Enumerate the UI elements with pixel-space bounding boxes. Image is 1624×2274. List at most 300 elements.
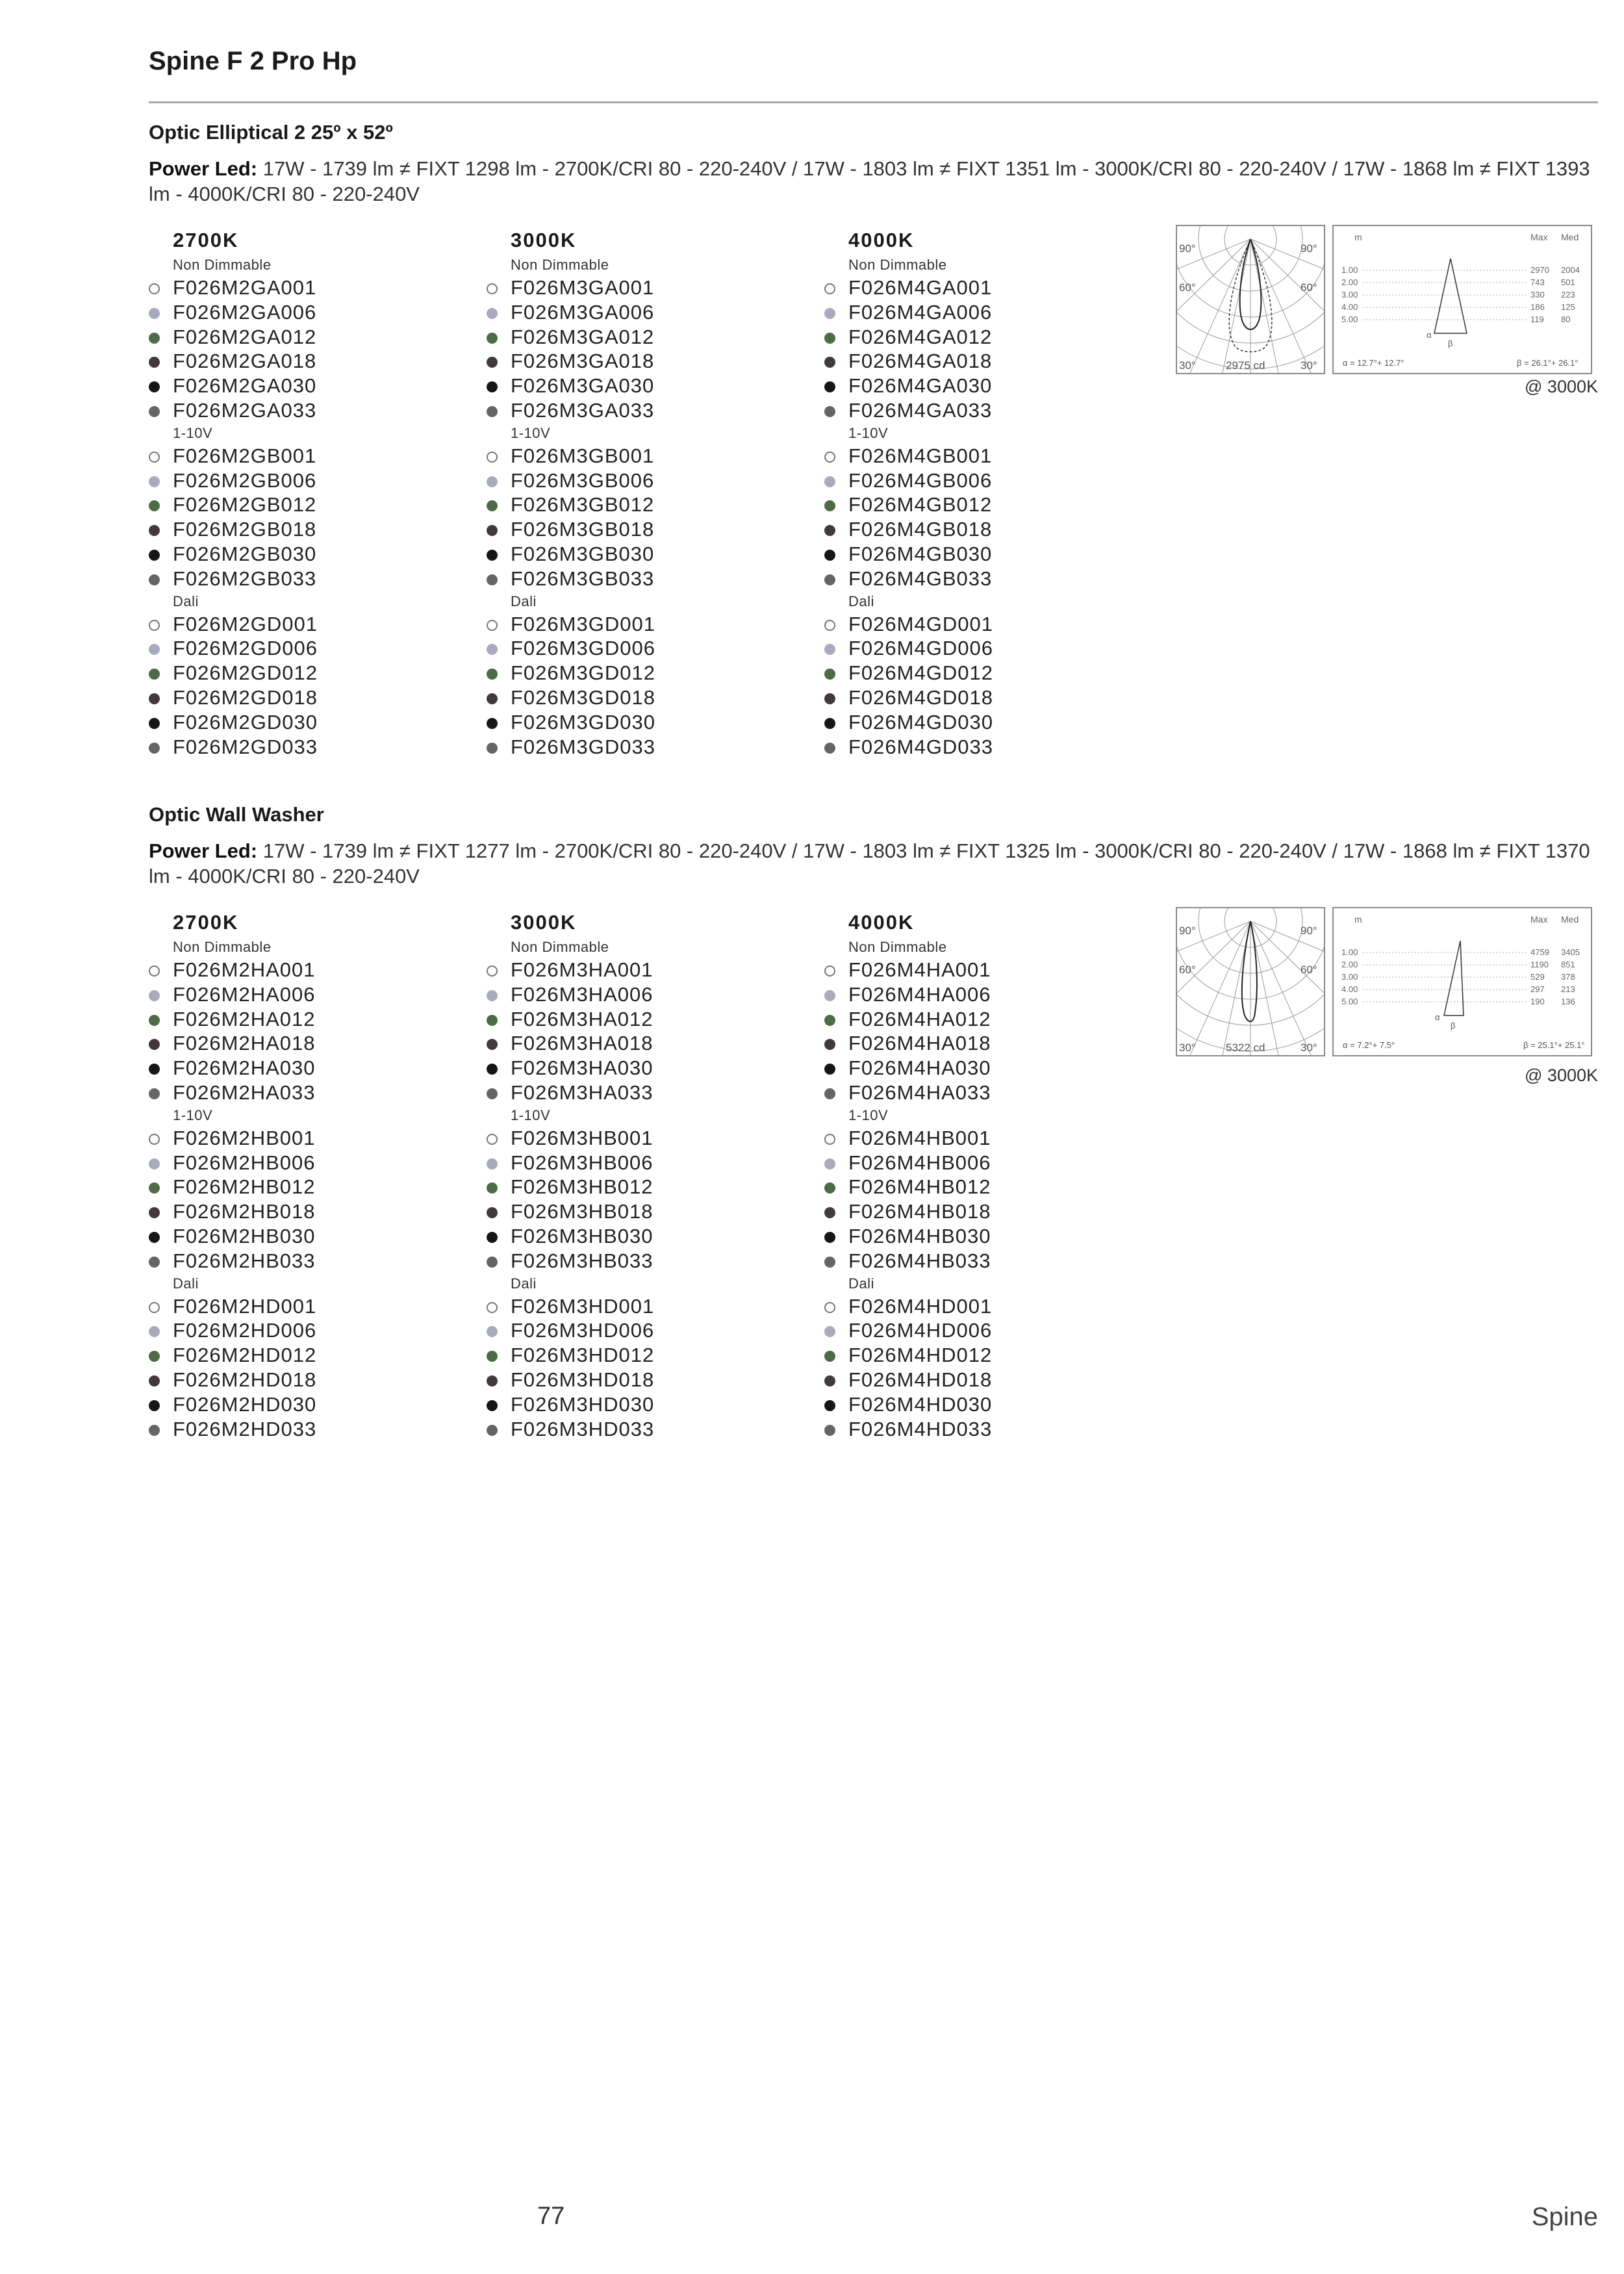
product-code-item — [487, 1151, 824, 1175]
product-code-item — [824, 300, 1162, 325]
finish-color-swatch — [824, 1375, 835, 1386]
product-code-item — [487, 1294, 824, 1319]
product-code-item — [824, 1175, 1162, 1199]
angle-label: 30° — [1300, 359, 1317, 372]
product-code: F026M2GB033 — [173, 567, 317, 590]
product-code-item — [149, 685, 487, 710]
driver-group — [149, 591, 487, 760]
product-code: F026M2GB012 — [173, 493, 317, 517]
angle-label: 60° — [1179, 964, 1196, 976]
angle-label: 30° — [1179, 1041, 1196, 1054]
finish-color-swatch — [824, 1039, 835, 1050]
product-code-item — [824, 1126, 1162, 1151]
product-code: F026M4GB001 — [848, 444, 993, 467]
product-code-item — [487, 300, 824, 325]
product-code: F026M2HA006 — [173, 982, 316, 1006]
product-code-item — [149, 1056, 487, 1080]
driver-group — [149, 255, 487, 423]
finish-color-swatch — [824, 1326, 835, 1337]
product-code-item — [149, 958, 487, 982]
finish-color-swatch — [149, 1257, 160, 1268]
power-led-text — [149, 838, 1598, 889]
distance-value: 2.00 — [1341, 277, 1358, 287]
beta-symbol: β — [1448, 339, 1453, 348]
product-code: F026M4GA033 — [848, 398, 993, 422]
beta-angle: β = 26.1°+ 26.1° — [1517, 358, 1579, 368]
driver-group — [824, 423, 1162, 591]
finish-color-swatch — [149, 1326, 160, 1337]
product-code-item — [487, 710, 824, 735]
product-code-item — [487, 1368, 824, 1392]
product-code: F026M3GB030 — [511, 542, 655, 565]
med-value: 213 — [1561, 984, 1575, 994]
product-code-item — [149, 300, 487, 325]
distance-value: 1.00 — [1341, 265, 1358, 275]
product-code: F026M4GA006 — [848, 300, 993, 324]
product-code: F026M3HB030 — [511, 1224, 653, 1247]
finish-color-swatch — [824, 550, 835, 561]
cct-column — [824, 908, 1162, 1441]
driver-label: 1-10V — [511, 424, 551, 441]
product-code: F026M2HD006 — [173, 1319, 317, 1342]
product-code-item — [824, 1151, 1162, 1175]
product-code-item — [149, 325, 487, 350]
product-code-item — [824, 492, 1162, 517]
product-code-item — [824, 275, 1162, 300]
finish-color-swatch — [824, 620, 835, 631]
product-code: F026M2GD033 — [173, 735, 318, 758]
product-code-item — [824, 398, 1162, 423]
product-code: F026M3GB006 — [511, 468, 655, 492]
max-value: 2970 — [1530, 265, 1549, 275]
finish-color-swatch — [487, 452, 498, 463]
product-code: F026M2HA001 — [173, 958, 316, 981]
product-code-item — [487, 492, 824, 517]
finish-color-swatch — [149, 308, 160, 319]
product-code: F026M2GA018 — [173, 350, 317, 373]
angle-label: 60° — [1179, 281, 1196, 294]
product-code: F026M3GA030 — [511, 374, 655, 398]
finish-color-swatch — [149, 1064, 160, 1075]
alpha-symbol: α — [1435, 1012, 1440, 1022]
distance-value: 4.00 — [1341, 302, 1358, 312]
driver-label: Dali — [848, 1275, 874, 1292]
product-code: F026M3GB001 — [511, 444, 655, 467]
product-code-item — [824, 444, 1162, 468]
product-code: F026M2HB018 — [173, 1200, 316, 1223]
driver-group — [487, 937, 824, 1105]
driver-group — [824, 937, 1162, 1105]
peak-intensity: 5322 cd — [1226, 1041, 1265, 1054]
finish-color-swatch — [824, 1351, 835, 1362]
finish-color-swatch — [149, 500, 160, 511]
product-code-item — [487, 636, 824, 661]
finish-color-swatch — [824, 1425, 835, 1436]
product-code: F026M3GD030 — [511, 710, 655, 734]
med-value: 125 — [1561, 302, 1575, 312]
product-code: F026M4GB033 — [848, 567, 993, 590]
page-number: 77 — [537, 2203, 565, 2230]
finish-color-swatch — [487, 406, 498, 417]
finish-color-swatch — [487, 308, 498, 319]
finish-color-swatch — [824, 718, 835, 729]
product-code: F026M3GA006 — [511, 300, 655, 324]
product-code-item — [149, 542, 487, 567]
product-code-item — [824, 1031, 1162, 1056]
product-code: F026M2GD006 — [173, 637, 318, 660]
finish-color-swatch — [149, 693, 160, 704]
driver-label: Dali — [173, 593, 199, 609]
product-code: F026M4GA001 — [848, 276, 993, 299]
driver-label: 1-10V — [173, 424, 213, 441]
max-header: Max — [1530, 914, 1548, 925]
product-code-item — [487, 398, 824, 423]
finish-color-swatch — [149, 357, 160, 368]
product-code-item — [149, 1368, 487, 1392]
product-code-item — [149, 275, 487, 300]
max-value: 529 — [1530, 972, 1545, 982]
max-value: 4759 — [1530, 947, 1549, 957]
product-code-item — [487, 542, 824, 567]
finish-color-swatch — [824, 333, 835, 344]
product-code-item — [487, 1392, 824, 1417]
product-code-item — [487, 1126, 824, 1151]
product-code: F026M4HB018 — [848, 1200, 991, 1223]
cct-heading: 4000K — [848, 911, 915, 934]
finish-color-swatch — [149, 990, 160, 1001]
product-code-item — [149, 349, 487, 374]
product-code: F026M3GB018 — [511, 518, 655, 541]
finish-color-swatch — [824, 525, 835, 536]
product-code: F026M2HD030 — [173, 1392, 317, 1416]
product-code: F026M3HA018 — [511, 1032, 653, 1055]
product-code: F026M4HB030 — [848, 1224, 991, 1247]
product-code: F026M4GD006 — [848, 637, 993, 660]
angle-label: 90° — [1179, 925, 1196, 937]
product-code-item — [487, 958, 824, 982]
product-code: F026M2HD018 — [173, 1368, 317, 1391]
med-header: Med — [1561, 914, 1579, 925]
max-value: 743 — [1530, 277, 1545, 287]
reference-cct: @ 3000K — [1525, 1066, 1598, 1085]
finish-color-swatch — [824, 1232, 835, 1243]
product-code: F026M4GD018 — [848, 685, 993, 709]
product-code: F026M3GA012 — [511, 325, 655, 348]
product-code-item — [149, 1417, 487, 1442]
product-code-item — [824, 517, 1162, 542]
finish-color-swatch — [149, 1375, 160, 1386]
product-code-item — [487, 325, 824, 350]
product-code-item — [487, 468, 824, 493]
product-code: F026M2HB012 — [173, 1175, 316, 1199]
finish-color-swatch — [487, 1375, 498, 1386]
product-code: F026M4HA030 — [848, 1056, 991, 1080]
product-code: F026M4GA012 — [848, 325, 993, 348]
finish-color-swatch — [824, 1182, 835, 1194]
beta-symbol: β — [1451, 1021, 1456, 1030]
finish-color-swatch — [149, 525, 160, 536]
product-code-item — [487, 374, 824, 398]
distance-value: 5.00 — [1341, 314, 1358, 324]
angle-label: 60° — [1300, 964, 1317, 976]
finish-color-swatch — [487, 574, 498, 585]
product-code-item — [487, 275, 824, 300]
product-code: F026M4HD012 — [848, 1344, 993, 1367]
product-code: F026M2HD001 — [173, 1294, 317, 1318]
product-code: F026M2GB001 — [173, 444, 317, 467]
finish-color-swatch — [149, 1351, 160, 1362]
product-code-item — [149, 735, 487, 760]
product-code: F026M3HB001 — [511, 1126, 653, 1149]
product-code: F026M4HB033 — [848, 1249, 991, 1272]
alpha-symbol: α — [1427, 330, 1432, 340]
polar-curve-svg — [1177, 226, 1324, 373]
finish-color-swatch — [824, 669, 835, 680]
product-code-item — [824, 542, 1162, 567]
product-code: F026M4HB012 — [848, 1175, 991, 1199]
cct-column — [149, 226, 487, 759]
driver-label: Non Dimmable — [511, 257, 609, 273]
finish-color-swatch — [149, 1232, 160, 1243]
driver-group — [824, 1105, 1162, 1273]
title-rule — [149, 101, 1598, 103]
finish-color-swatch — [824, 1207, 835, 1218]
finish-color-swatch — [149, 1158, 160, 1169]
product-code: F026M2GA012 — [173, 325, 317, 348]
product-code: F026M3GB012 — [511, 493, 655, 517]
product-code: F026M3HD006 — [511, 1319, 655, 1342]
product-code: F026M3HA033 — [511, 1080, 653, 1104]
product-code: F026M2HD033 — [173, 1417, 317, 1440]
driver-label: Non Dimmable — [173, 257, 272, 273]
finish-color-swatch — [149, 1134, 160, 1145]
finish-color-swatch — [824, 693, 835, 704]
med-value: 136 — [1561, 997, 1575, 1006]
product-code: F026M4HA001 — [848, 958, 991, 981]
finish-color-swatch — [149, 283, 160, 294]
finish-color-swatch — [487, 525, 498, 536]
finish-color-swatch — [487, 1088, 498, 1099]
product-code: F026M3GD018 — [511, 685, 655, 709]
product-code-item — [149, 1318, 487, 1343]
finish-color-swatch — [487, 550, 498, 561]
finish-color-swatch — [824, 406, 835, 417]
med-value: 2004 — [1561, 265, 1580, 275]
finish-color-swatch — [487, 1351, 498, 1362]
product-code-item — [487, 1031, 824, 1056]
product-code-item — [487, 661, 824, 685]
section-title: Optic Wall Washer — [149, 803, 324, 826]
product-code: F026M3GB033 — [511, 567, 655, 590]
product-code: F026M2GA030 — [173, 374, 317, 398]
product-code-item — [824, 374, 1162, 398]
product-code-item — [824, 612, 1162, 637]
product-code-item — [824, 1417, 1162, 1442]
product-code-item — [149, 636, 487, 661]
product-code-item — [824, 735, 1162, 760]
cct-heading: 2700K — [173, 229, 239, 251]
illuminance-chart — [1332, 225, 1592, 374]
finish-color-swatch — [487, 476, 498, 487]
product-code-item — [149, 710, 487, 735]
finish-color-swatch — [149, 1182, 160, 1194]
finish-color-swatch — [487, 990, 498, 1001]
product-code-item — [824, 958, 1162, 982]
product-code: F026M3HD012 — [511, 1344, 655, 1367]
product-code-item — [487, 1056, 824, 1080]
product-code-item — [824, 685, 1162, 710]
max-header: Max — [1530, 232, 1548, 242]
finish-color-swatch — [824, 357, 835, 368]
med-value: 501 — [1561, 277, 1575, 287]
product-code: F026M3HD030 — [511, 1392, 655, 1416]
product-code: F026M3GA018 — [511, 350, 655, 373]
finish-color-swatch — [149, 1425, 160, 1436]
finish-color-swatch — [487, 500, 498, 511]
product-code-item — [149, 468, 487, 493]
med-value: 80 — [1561, 314, 1571, 324]
finish-color-swatch — [487, 644, 498, 655]
product-code: F026M2GD018 — [173, 685, 318, 709]
product-code-item — [149, 444, 487, 468]
product-code-item — [149, 567, 487, 591]
cct-heading: 4000K — [848, 229, 915, 251]
cct-heading: 3000K — [511, 229, 577, 251]
illuminance-chart — [1332, 907, 1592, 1056]
finish-color-swatch — [487, 965, 498, 977]
polar-diagram — [1176, 225, 1325, 374]
max-value: 1190 — [1530, 960, 1549, 969]
cct-column — [149, 908, 487, 1441]
finish-color-swatch — [824, 1015, 835, 1026]
finish-color-swatch — [149, 620, 160, 631]
product-code-item — [149, 1080, 487, 1105]
product-code: F026M4GB018 — [848, 518, 993, 541]
product-code-item — [824, 567, 1162, 591]
product-code: F026M4HD033 — [848, 1417, 993, 1440]
product-code: F026M4GD033 — [848, 735, 993, 758]
driver-group — [824, 1273, 1162, 1442]
product-code: F026M4HD030 — [848, 1392, 993, 1416]
finish-color-swatch — [824, 1158, 835, 1169]
product-code-item — [824, 1249, 1162, 1273]
max-value: 186 — [1530, 302, 1545, 312]
finish-color-swatch — [487, 1182, 498, 1194]
product-code: F026M2GB018 — [173, 518, 317, 541]
product-code: F026M4HD001 — [848, 1294, 993, 1318]
product-code: F026M3GD033 — [511, 735, 655, 758]
product-code: F026M2GA001 — [173, 276, 317, 299]
finish-color-swatch — [824, 574, 835, 585]
max-value: 297 — [1530, 984, 1545, 994]
finish-color-swatch — [149, 1400, 160, 1411]
finish-color-swatch — [149, 1088, 160, 1099]
finish-color-swatch — [149, 669, 160, 680]
med-value: 851 — [1561, 960, 1575, 969]
product-code: F026M2GA006 — [173, 300, 317, 324]
finish-color-swatch — [149, 333, 160, 344]
med-value: 3405 — [1561, 947, 1580, 957]
product-code-item — [149, 374, 487, 398]
product-code: F026M4HA006 — [848, 982, 991, 1006]
product-code: F026M4HA018 — [848, 1032, 991, 1055]
finish-color-swatch — [824, 1302, 835, 1313]
product-code-item — [149, 612, 487, 637]
product-code: F026M4GD012 — [848, 661, 993, 685]
product-code: F026M4GB006 — [848, 468, 993, 492]
distance-value: 1.00 — [1341, 947, 1358, 957]
power-led-values: 17W - 1739 lm ≠ FIXT 1277 lm - 2700K/CRI 80 - 220-240V / 17W - 1803 lm ≠ FIXT 1325 lm - 3000K/CRI 80 - 220-240V / 17W - 1868 lm ≠ FIXT 1370 lm - 4000K/CRI 80 - 220-240V — [149, 839, 1590, 888]
angle-label: 90° — [1300, 925, 1317, 937]
product-code: F026M4GD001 — [848, 612, 993, 635]
distance-header: m — [1354, 914, 1362, 925]
finish-color-swatch — [824, 500, 835, 511]
product-code: F026M3HA012 — [511, 1007, 653, 1030]
finish-color-swatch — [149, 743, 160, 754]
product-code-item — [487, 1417, 824, 1442]
driver-label: Dali — [511, 1275, 537, 1292]
product-code: F026M2GB030 — [173, 542, 317, 565]
driver-label: Dali — [511, 593, 537, 609]
product-code: F026M3HD033 — [511, 1417, 655, 1440]
driver-group — [487, 1273, 824, 1442]
product-code-item — [487, 444, 824, 468]
distance-value: 3.00 — [1341, 290, 1358, 300]
max-value: 330 — [1530, 290, 1545, 300]
product-code-item — [824, 982, 1162, 1007]
product-code-item — [149, 1224, 487, 1249]
product-code: F026M4GB030 — [848, 542, 993, 565]
product-code: F026M2HB030 — [173, 1224, 316, 1247]
distance-header: m — [1354, 232, 1362, 242]
distance-value: 5.00 — [1341, 997, 1358, 1006]
finish-color-swatch — [487, 693, 498, 704]
product-code: F026M4HA012 — [848, 1007, 991, 1030]
product-code: F026M4HA033 — [848, 1080, 991, 1104]
power-led-label: Power Led: — [149, 157, 258, 180]
driver-group — [149, 423, 487, 591]
product-code: F026M2GA033 — [173, 398, 317, 422]
product-code-item — [824, 1056, 1162, 1080]
product-code-item — [487, 685, 824, 710]
finish-color-swatch — [824, 990, 835, 1001]
product-code: F026M2HA012 — [173, 1007, 316, 1030]
product-code: F026M3HA030 — [511, 1056, 653, 1080]
product-code-item — [824, 468, 1162, 493]
finish-color-swatch — [149, 1015, 160, 1026]
med-value: 223 — [1561, 290, 1575, 300]
product-code-item — [824, 1294, 1162, 1319]
cct-column — [487, 226, 824, 759]
illuminance-svg — [1334, 908, 1591, 1055]
illuminance-svg — [1334, 226, 1591, 373]
product-code-item — [824, 1199, 1162, 1224]
finish-color-swatch — [149, 476, 160, 487]
product-code-item — [487, 567, 824, 591]
product-code: F026M2HD012 — [173, 1344, 317, 1367]
med-header: Med — [1561, 232, 1579, 242]
finish-color-swatch — [149, 1302, 160, 1313]
finish-color-swatch — [824, 308, 835, 319]
finish-color-swatch — [487, 1257, 498, 1268]
driver-label: 1-10V — [173, 1106, 213, 1123]
product-code-item — [824, 636, 1162, 661]
product-code-item — [824, 1343, 1162, 1368]
finish-color-swatch — [487, 1158, 498, 1169]
product-code-item — [149, 492, 487, 517]
finish-color-swatch — [149, 1207, 160, 1218]
product-code-item — [824, 1318, 1162, 1343]
